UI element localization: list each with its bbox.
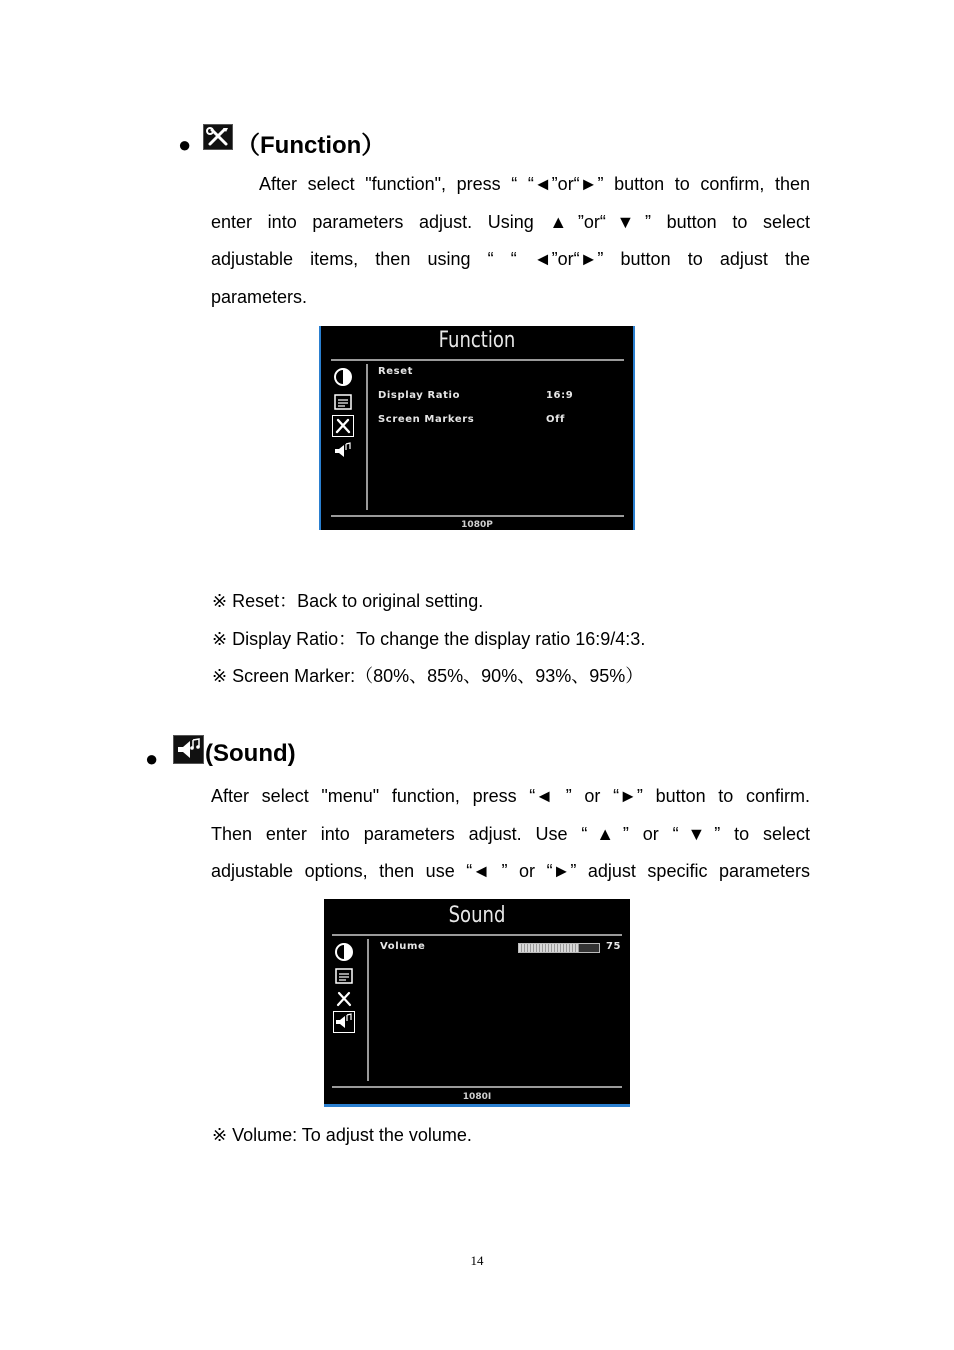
paragraph-line: enter into parameters adjust. Using ▲”or“▼” button to select <box>211 211 810 232</box>
paragraph-line: Then enter into parameters adjust. Use “▲” or “▼” to select <box>211 823 810 844</box>
osd-title: Function <box>438 328 516 353</box>
tools-icon <box>334 989 354 1009</box>
section-heading-function: （Function） <box>236 132 386 159</box>
divider <box>367 939 369 1081</box>
picture-icon <box>334 966 354 986</box>
note-screen-marker: ※ Screen Marker:（80%、85%、90%、93%、95%） <box>212 666 644 686</box>
paragraph-line: After select "menu" function, press “◄ ” or “►” button to confirm. <box>211 786 810 806</box>
menu-item-reset: Reset <box>378 366 413 377</box>
menu-value-screen-markers: Off <box>546 414 566 425</box>
note-display-ratio: ※ Display Ratio：To change the display ratio 16:9/4:3. <box>212 629 646 649</box>
picture-icon <box>333 392 353 412</box>
menu-item-volume: Volume <box>380 941 426 952</box>
menu-item-screen-markers: Screen Markers <box>378 414 475 425</box>
paragraph-line: adjustable items, then using “ “ ◄”or“►” button to adjust the <box>211 249 810 269</box>
divider <box>366 364 368 510</box>
paragraph-line: adjustable options, then use “◄ ” or “►” adjust specific parameters <box>211 861 810 881</box>
osd-footer: 1080I <box>462 1092 492 1102</box>
menu-item-display-ratio: Display Ratio <box>378 390 461 401</box>
note-reset: ※ Reset：Back to original setting. <box>212 591 484 611</box>
function-paragraph <box>211 166 810 316</box>
contrast-icon <box>334 942 354 962</box>
speaker-icon <box>333 441 353 461</box>
paragraph-line: After select "function", press “ “◄”or“►” button to confirm, then <box>259 174 810 194</box>
bullet: ● <box>145 746 159 771</box>
bullet: ● <box>178 132 192 157</box>
sound-menu-screenshot <box>324 899 630 1107</box>
function-menu-screenshot <box>319 326 635 530</box>
sound-paragraph <box>211 778 810 891</box>
paragraph-line: parameters. <box>211 286 308 307</box>
tools-icon <box>203 124 233 150</box>
page-number: 14 <box>470 1253 484 1268</box>
divider <box>331 359 624 361</box>
volume-bar <box>518 943 600 953</box>
section-heading-sound: (Sound) <box>205 740 296 767</box>
divider <box>332 1086 622 1088</box>
menu-value-volume: 75 <box>606 941 622 952</box>
osd-footer: 1080P <box>461 520 493 530</box>
menu-value-display-ratio: 16:9 <box>546 390 574 401</box>
divider <box>331 515 624 517</box>
note-volume: ※ Volume: To adjust the volume. <box>212 1125 472 1145</box>
speaker-icon <box>333 1011 355 1033</box>
divider <box>332 934 622 936</box>
speaker-icon <box>173 735 204 764</box>
tools-icon <box>332 415 354 437</box>
osd-title: Sound <box>448 903 506 928</box>
volume-bar-fill <box>519 944 579 952</box>
contrast-icon <box>333 367 353 387</box>
